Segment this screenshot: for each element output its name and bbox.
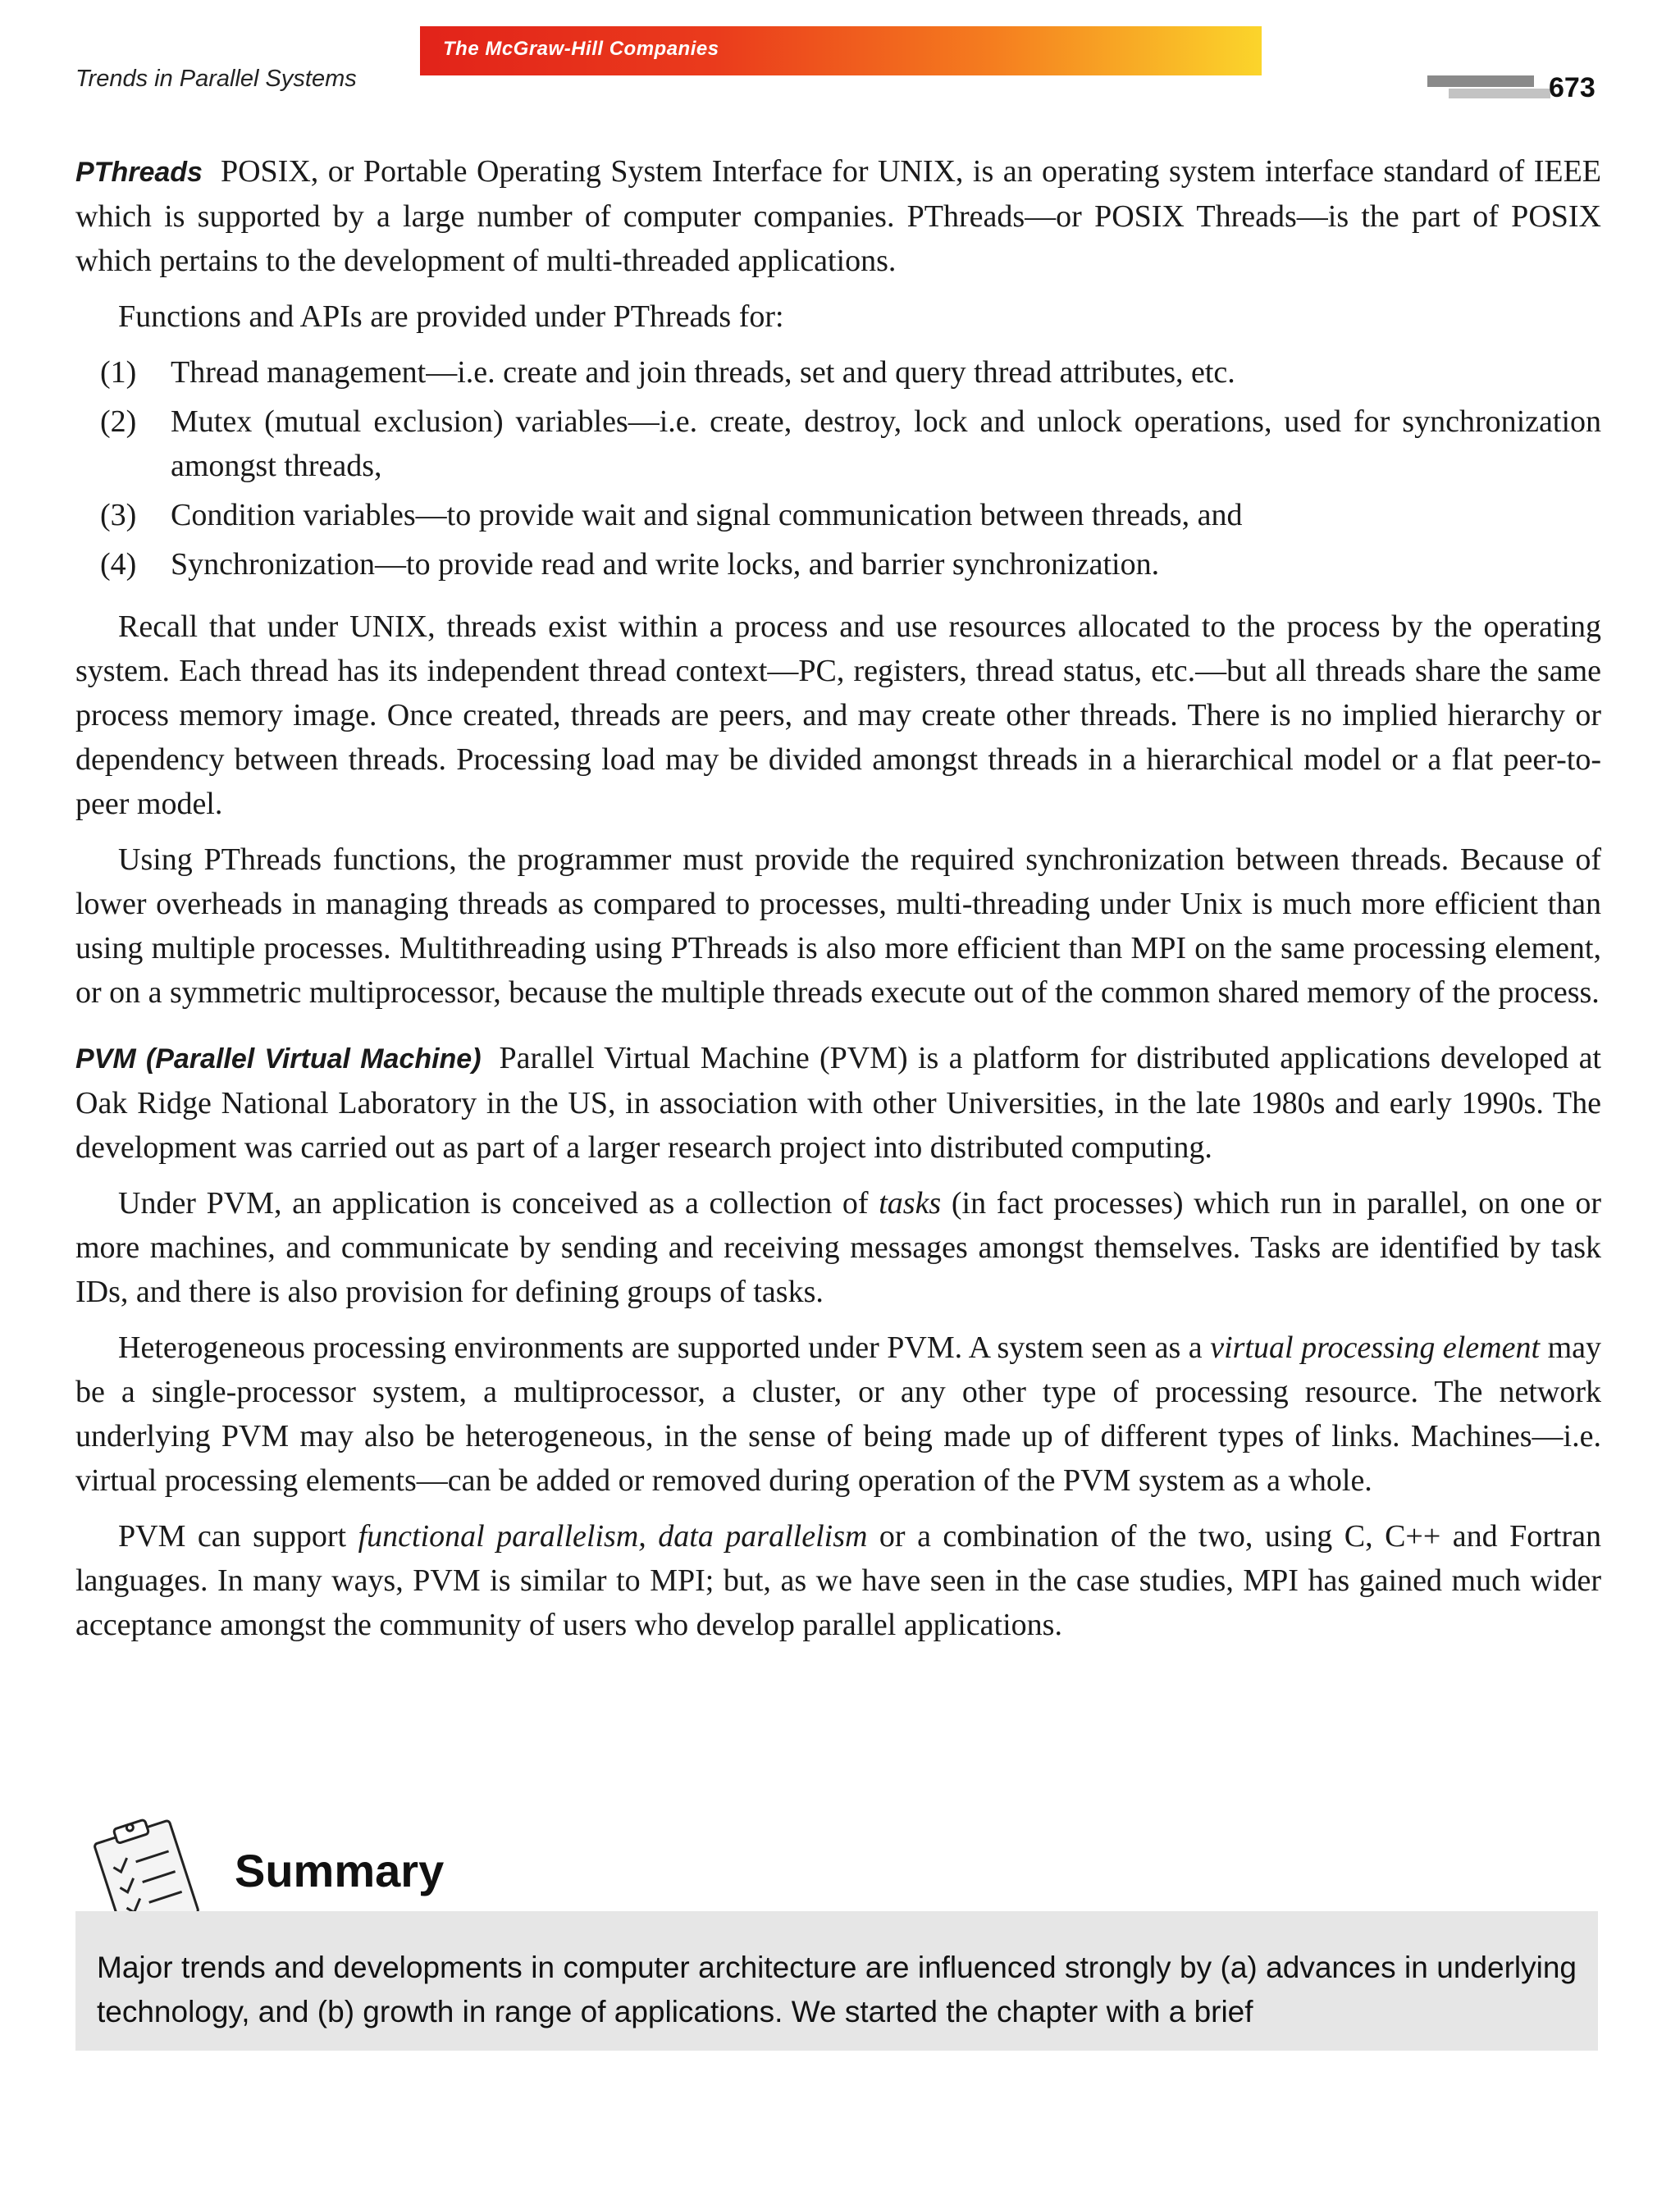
text-run: may be a single-processor system, a multiprocessor, a cluster, or any other type of processing resource. The network underlying PVM may also be heterogeneous, in the sense of being made up of different types of links. Machines—i.e. virtual processing elements—can be added or removed during operation of the PVM system as a whole. bbox=[75, 1330, 1601, 1498]
list-item bbox=[100, 493, 1601, 537]
text-run: , bbox=[638, 1519, 659, 1554]
pvm-intro-paragraph bbox=[75, 1036, 1601, 1170]
recall-paragraph: Recall that under UNIX, threads exist within a process and use resources allocated to the process by the operating system. Each thread has its independent thread context—PC, registers, thread status, etc.—but all threads share the same process memory image. Once created, threads are peers, and may create other threads. There is no implied hierarchy or dependency between threads. Processing load may be divided amongst threads in a hierarchical model or a flat peer-to-peer model. bbox=[75, 609, 1601, 821]
pvm-heterogeneous-paragraph bbox=[75, 1326, 1601, 1503]
summary-text: Major trends and developments in computer architecture are influenced strongly by (a) advances in underlying technology, and (b) growth in range of applications. We started the chapter with a brief bbox=[97, 1951, 1577, 2028]
publisher-name: The McGraw-Hill Companies bbox=[443, 38, 719, 60]
pvm-support-paragraph bbox=[75, 1514, 1601, 1647]
text-run: Heterogeneous processing environments are supported under PVM. A system seen as a bbox=[118, 1330, 1211, 1365]
summary-box bbox=[75, 1911, 1598, 2051]
pthreads-function-list bbox=[75, 350, 1601, 586]
text-run: PVM can support bbox=[118, 1519, 358, 1554]
emphasis-tasks: tasks bbox=[879, 1186, 942, 1221]
list-number: (4) bbox=[100, 547, 137, 582]
text-run: or a combination of the two, using C, C++ and Fortran languages. In many ways, PVM is similar to MPI; but, as we have seen in the case studies, MPI has gained much wider acceptance amongst the community of users who develop parallel applications. bbox=[75, 1519, 1601, 1642]
list-text: Thread management—i.e. create and join threads, set and query thread attributes, etc. bbox=[171, 355, 1235, 390]
list-text: Synchronization—to provide read and write locks, and barrier synchronization. bbox=[171, 547, 1160, 582]
list-text: Condition variables—to provide wait and signal communication between threads, and bbox=[171, 498, 1243, 532]
emphasis-virtual-processing-element: virtual processing element bbox=[1210, 1330, 1541, 1365]
page-number-decoration bbox=[1427, 75, 1550, 105]
list-number: (1) bbox=[100, 355, 137, 390]
summary-heading: Summary bbox=[235, 1845, 445, 1896]
list-item bbox=[100, 399, 1601, 488]
publisher-banner bbox=[420, 26, 1262, 75]
pvm-tasks-paragraph bbox=[75, 1181, 1601, 1314]
list-text: Mutex (mutual exclusion) variables—i.e. create, destroy, lock and unlock operations, used for synchronization amongst threads, bbox=[171, 404, 1601, 483]
decoration-bar bbox=[1427, 75, 1534, 87]
page-number: 673 bbox=[1549, 72, 1596, 103]
list-number: (2) bbox=[100, 404, 137, 439]
pthreads-intro-text: POSIX, or Portable Operating System Interface for UNIX, is an operating system interface standard of IEEE which is supported by a large number of computer companies. PThreads—or POSIX Threads—is the part of POSIX which pertains to the development of multi-threaded applications. bbox=[75, 154, 1601, 278]
pthreads-run-in-heading: PThreads bbox=[75, 157, 203, 188]
using-pthreads-paragraph: Using PThreads functions, the programmer must provide the required synchronization between threads. Because of lower overheads in managing threads as compared to processes, multi-threading under Unix is much more efficient than using multiple processes. Multithreading using PThreads is also more efficient than MPI on the same processing element, or on a symmetric multiprocessor, because the multiple threads execute out of the common shared memory of the process. bbox=[75, 842, 1601, 1010]
functions-intro: Functions and APIs are provided under PThreads for: bbox=[118, 299, 784, 334]
emphasis-data-parallelism: data parallelism bbox=[658, 1519, 868, 1554]
list-number: (3) bbox=[100, 498, 137, 532]
pvm-intro-text: Parallel Virtual Machine (PVM) is a platform for distributed applications developed at Oak Ridge National Laboratory in the US, in association with other Universities, in the late 1980s and early 1990s. The development was carried out as part of a larger research project into distributed computing. bbox=[75, 1041, 1601, 1165]
page-body bbox=[75, 149, 1601, 1659]
decoration-bar bbox=[1449, 89, 1550, 98]
emphasis-functional-parallelism: functional parallelism bbox=[358, 1519, 639, 1554]
list-item bbox=[100, 542, 1601, 586]
text-run: Under PVM, an application is conceived as a collection of bbox=[118, 1186, 879, 1221]
pvm-run-in-heading: PVM (Parallel Virtual Machine) bbox=[75, 1043, 482, 1075]
running-head: Trends in Parallel Systems bbox=[75, 66, 357, 92]
text-run: (in fact processes) which run in parallel, on one or more machines, and communicate by sending and receiving messages amongst themselves. Tasks are identified by task IDs, and there is also provision for defining groups of tasks. bbox=[75, 1186, 1601, 1309]
list-item bbox=[100, 350, 1601, 395]
pthreads-intro-paragraph bbox=[75, 149, 1601, 283]
